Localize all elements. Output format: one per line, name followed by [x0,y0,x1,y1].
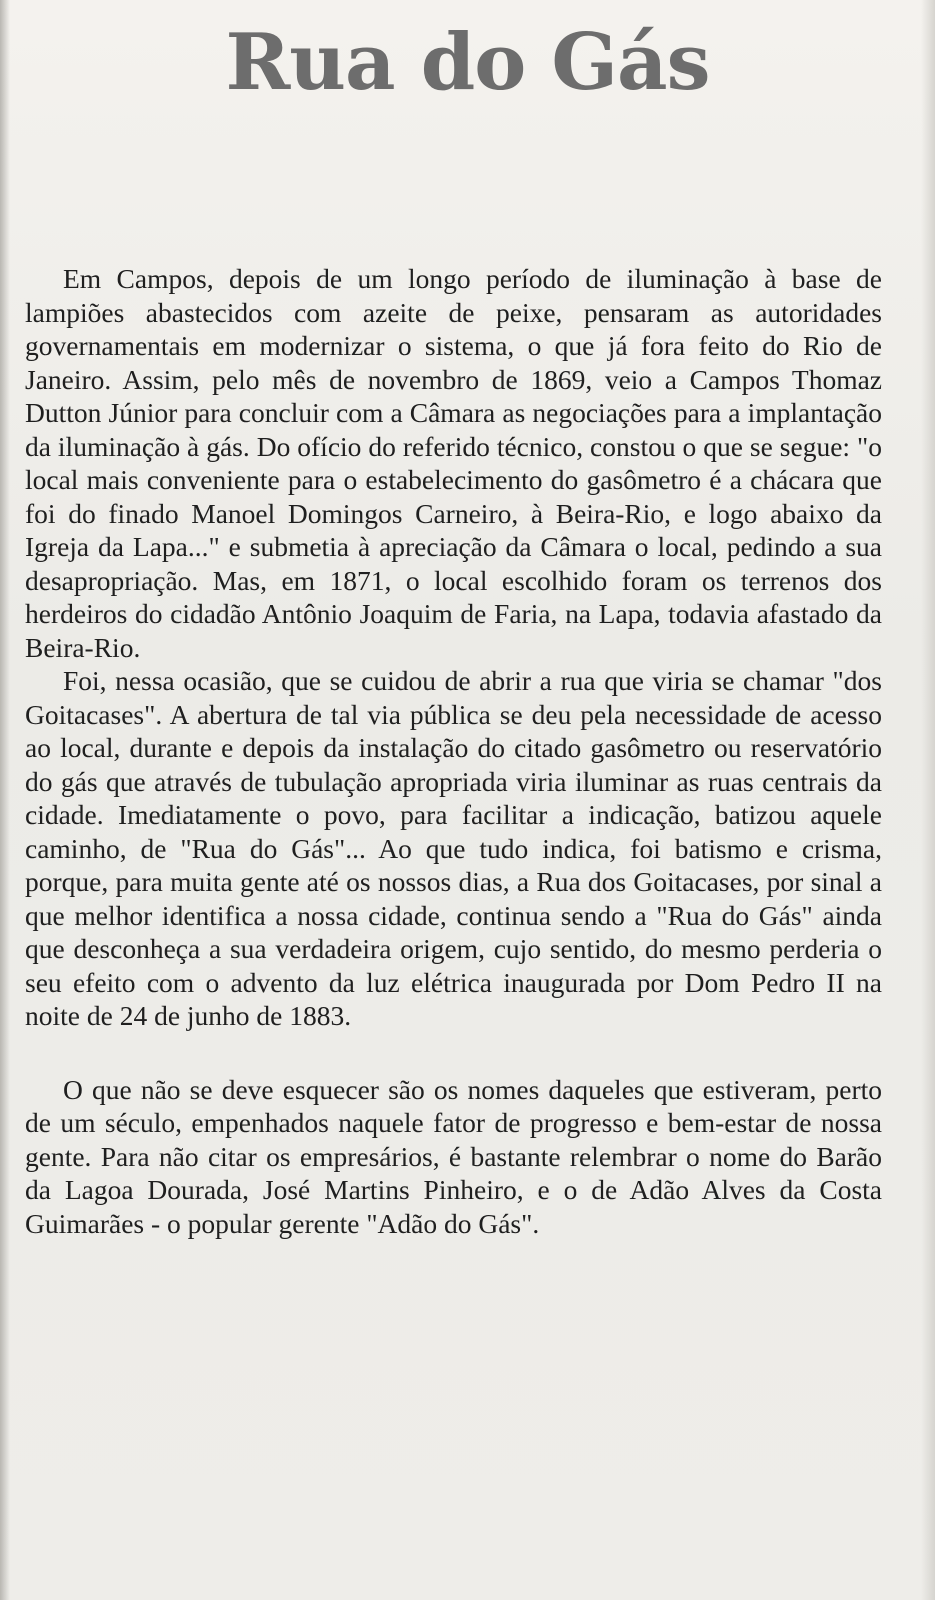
scan-edge-shadow [0,0,10,1600]
article-body [25,262,882,1240]
article-paragraph: Foi, nessa ocasião, que se cuidou de abrir a rua que viria se chamar "dos Goitacases". A abertura de tal via pública se deu pela necessidade de acesso ao local, durante e depois da instalação do citado gasômetro ou reservatório do gás que através de tubulação apropriada viria iluminar as ruas centrais da cidade. Imediatamente o povo, para facilitar a indicação, batizou aquele caminho, de "Rua do Gás"... Ao que tudo indica, foi batismo e crisma, porque, para muita gente até os nossos dias, a Rua dos Goitacases, por sinal a que melhor identifica a nossa cidade, continua sendo a "Rua do Gás" ainda que desconheça a sua verdadeira origem, cujo sentido, do mesmo perderia o seu efeito com o advento da luz elétrica inaugurada por Dom Pedro II na noite de 24 de junho de 1883. [25,665,882,1031]
scan-edge-shadow-right [921,0,935,1600]
article-paragraph: O que não se deve esquecer são os nomes daqueles que estiveram, perto de um século, empenhados naquele fator de progresso e bem-estar de nossa gente. Para não citar os empresários, é bastante relembrar o nome do Barão da Lagoa Dourada, José Martins Pinheiro, e o de Adão Alves da Costa Guimarães - o popular gerente "Adão do Gás". [25,1073,882,1239]
article-paragraph: Em Campos, depois de um longo período de iluminação à base de lampiões abastecidos com azeite de peixe, pensaram as autoridades governamentais em modernizar o sistema, o que já fora feito do Rio de Janeiro. Assim, pelo mês de novembro de 1869, veio a Campos Thomaz Dutton Júnior para concluir com a Câmara as negociações para a implantação da iluminação à gás. Do ofício do referido técnico, constou o que se segue: "o local mais conveniente para o estabelecimento do gasômetro é a chácara que foi do finado Manoel Domingos Carneiro, à Beira-Rio, e logo abaixo da Igreja da Lapa..." e submetia à apreciação da Câmara o local, pedindo a sua desapropriação. Mas, em 1871, o local escolhido foram os terrenos dos herdeiros do cidadão Antônio Joaquim de Faria, na Lapa, todavia afastado da Beira-Rio. [25,263,882,663]
article-title: Rua do Gás [225,17,710,108]
